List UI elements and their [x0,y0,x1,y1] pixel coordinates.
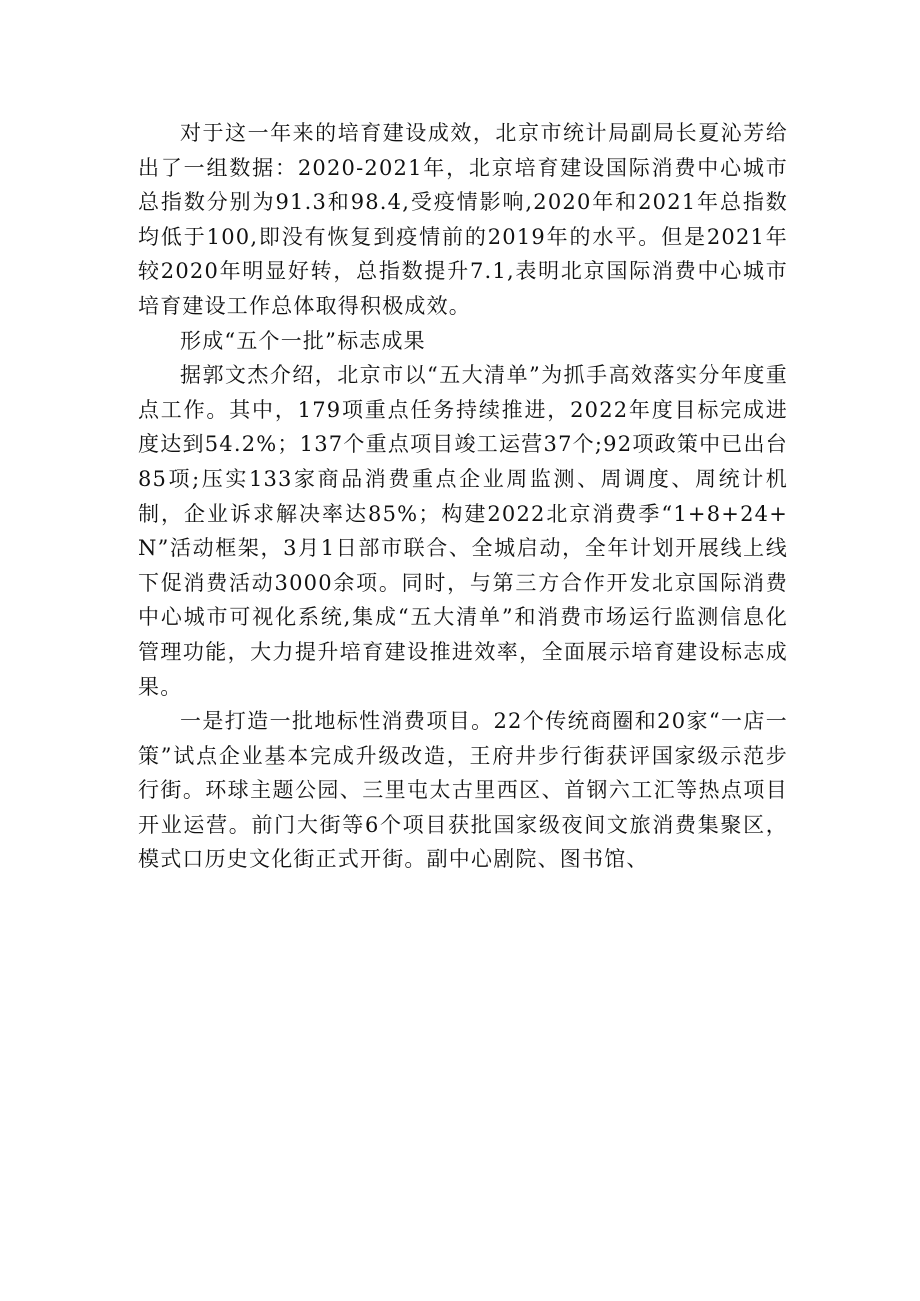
paragraph-statistics: 对于这一年来的培育建设成效，北京市统计局副局长夏沁芳给出了一组数据：2020-2021年，北京培育建设国际消费中心城市总指数分别为91.3和98.4,受疫情影响,2020年和2021年总指数均低于100,即没有恢复到疫情前的2019年的水平。但是2021年较2020年明显好转，总指数提升7.1,表明北京国际消费中心城市培育建设工作总体取得积极成效。 [138,121,788,318]
paragraph-landmark-projects: 一是打造一批地标性消费项目。22个传统商圈和20家“一店一策”试点企业基本完成升级改造，王府井步行街获评国家级示范步行街。环球主题公园、三里屯太古里西区、首钢六工汇等热点项目开业运营。前门大街等6个项目获批国家级夜间文旅消费集聚区，模式口历史文化街正式开街。副中心剧院、图书馆、 [138,709,788,872]
document-body [138,116,788,877]
section-heading: 形成“五个一批”标志成果 [180,328,426,353]
paragraph-five-lists: 据郭文杰介绍，北京市以“五大清单”为抓手高效落实分年度重点工作。其中，179项重点任务持续推进，2022年度目标完成进度达到54.2%；137个重点项目竣工运营37个;92项政策中已出台85项;压实133家商品消费重点企业周监测、周调度、周统计机制，企业诉求解决率达85%；构建2022北京消费季“1+8+24+N”活动框架，3月1日部市联合、全城启动，全年计划开展线上线下促消费活动3000余项。同时，与第三方合作开发北京国际消费中心城市可视化系统,集成“五大清单”和消费市场运行监测信息化管理功能，大力提升培育建设推进效率，全面展示培育建设标志成果。 [138,363,788,699]
